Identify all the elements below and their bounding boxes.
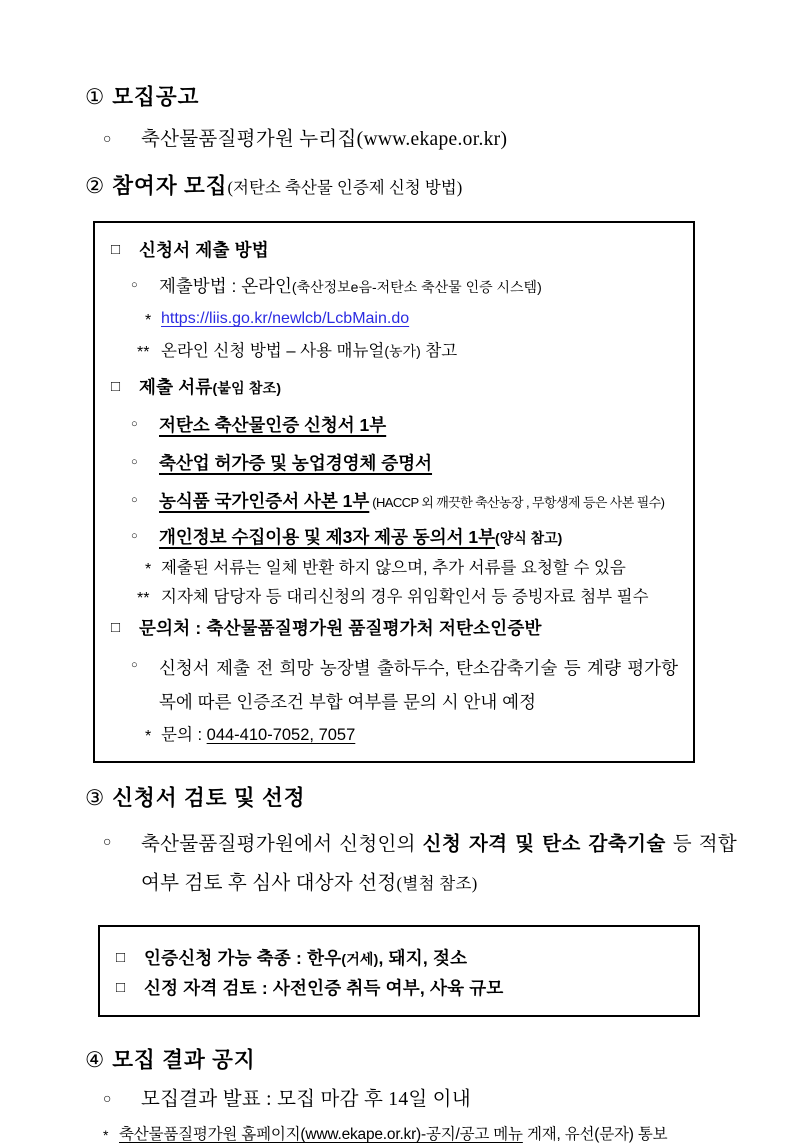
phone-text: 문의 : 044-410-7052, 7057 (161, 725, 356, 744)
section-4-item-text: 모집결과 발표 : 모집 마감 후 14일 이내 (141, 1089, 471, 1111)
document-item-text: 개인정보 수집이용 및 제3자 제공 동의서 1부(양식 참고) (159, 527, 563, 548)
document-item-paren: (양식 참고) (495, 530, 563, 547)
documents-header-text: 제출 서류(붙임 참조) (139, 376, 282, 397)
double-asterisk-icon: ** (137, 590, 150, 608)
square-bullet-icon: □ (111, 241, 121, 259)
asterisk-icon: * (103, 1127, 109, 1144)
manual-note-row (137, 340, 678, 364)
square-bullet-icon: □ (111, 377, 121, 395)
return-note-row (145, 557, 678, 581)
square-bullet-icon: □ (111, 619, 121, 637)
result-footnote-text: 축산물품질평가원 홈페이지(www.ekape.or.kr)-공지/공고 메뉴 게재, 유선(문자) 통보 (119, 1126, 668, 1144)
circled-number-4: ④ (85, 1048, 106, 1073)
circled-number-1: ① (85, 85, 106, 109)
circle-bullet-icon: ○ (103, 131, 112, 147)
circle-bullet-icon: ○ (131, 455, 138, 468)
system-link-row (145, 308, 678, 332)
section-1-item-text: 축산물품질평가원 누리집(www.ekape.or.kr) (141, 128, 508, 150)
document-item-license (131, 451, 678, 475)
documents-header (111, 375, 678, 399)
return-note-text: 제출된 서류는 일체 반환 하지 않으며, 추가 서류를 요청할 수 있음 (161, 559, 626, 578)
section-3-bullet (103, 825, 737, 903)
manual-note-text: 온라인 신청 방법 – 사용 매뉴얼(농가) 참고 (161, 342, 458, 361)
manual-note-paren: (농가) (384, 343, 421, 360)
circled-number-2: ② (85, 174, 106, 199)
asterisk-icon: * (145, 561, 152, 579)
document-item-text: 축산업 허가증 및 농업경영체 증명서 (159, 452, 433, 473)
section-3-title: 신청서 검토 및 선정 (112, 785, 306, 810)
contact-header (111, 616, 678, 640)
asterisk-icon: * (145, 727, 152, 745)
submit-method-text: 제출방법 : 온라인(축산정보e음-저탄소 축산물 인증 시스템) (159, 276, 542, 297)
proxy-note-row (137, 586, 678, 610)
document-item-application (131, 413, 678, 437)
section-3-item-text: 축산물품질평가원에서 신청인의 신청 자격 및 탄소 감축기술 등 적합 여부 검토 후 심사 대상자 선정(별첨 참조) (141, 832, 737, 894)
circle-bullet-icon: ○ (103, 834, 112, 850)
section-1-bullet (103, 125, 737, 154)
circled-number-3: ③ (85, 785, 106, 810)
section-2-subtitle: (저탄소 축산물 인증제 신청 방법) (227, 178, 463, 198)
section-1-title: 모집공고 (112, 85, 200, 109)
section-3-heading (85, 785, 737, 813)
submit-method-paren: (축산정보e음-저탄소 축산물 인증 시스템) (291, 279, 542, 296)
asterisk-icon: * (145, 312, 152, 330)
proxy-note-text: 지자체 담당자 등 대리신청의 경우 위임확인서 등 증빙자료 첨부 필수 (161, 588, 649, 607)
phone-row (145, 724, 678, 748)
section-2-heading (85, 173, 737, 201)
double-asterisk-icon: ** (137, 344, 150, 362)
circle-bullet-icon: ○ (131, 530, 138, 543)
square-bullet-icon: □ (116, 948, 126, 966)
species-text: 인증신청 가능 축종 : 한우(거세), 돼지, 젖소 (144, 947, 468, 968)
species-row (116, 946, 683, 970)
section-1-heading (85, 84, 737, 112)
document-item-text: 농식품 국가인증서 사본 1부 (HACCP 외 깨끗한 축산농장 , 무항생제 등은 사본 필수) (159, 490, 665, 511)
document-item-text: 저탄소 축산물인증 신청서 1부 (159, 414, 387, 435)
circle-bullet-icon: ○ (131, 658, 138, 671)
submit-method-header (111, 238, 678, 262)
section-2-title: 참여자 모집 (112, 174, 228, 199)
qualification-text: 신정 자격 검토 : 사전인증 취득 여부, 사육 규모 (144, 977, 504, 998)
circle-bullet-icon: ○ (131, 417, 138, 430)
section-4-bullet (103, 1085, 737, 1114)
circle-bullet-icon: ○ (131, 493, 138, 506)
documents-header-paren: (붙임 참조) (212, 379, 282, 396)
emphasis-text: 신청 자격 및 탄소 감축기술 (422, 832, 666, 855)
contact-header-text: 문의처 : 축산물품질평가원 품질평가처 저탄소인증반 (139, 618, 542, 639)
phone-number: 044-410-7052, 7057 (206, 725, 356, 744)
document-item-paren: (HACCP 외 깨끗한 축산농장 , 무항생제 등은 사본 필수) (369, 494, 665, 510)
eligibility-box (98, 925, 700, 1017)
square-bullet-icon: □ (116, 978, 126, 996)
qualification-row (116, 976, 683, 1000)
result-footnote (103, 1124, 737, 1146)
section-4-heading (85, 1047, 737, 1075)
document-item-privacy (131, 525, 678, 549)
pre-inquiry-text: 신청서 제출 전 희망 농장별 출하두수, 탄소감축기술 등 계량 평가항목에 따른 인증조건 부합 여부를 문의 시 안내 예정 (159, 657, 678, 712)
section-4-title: 모집 결과 공지 (112, 1048, 256, 1073)
circle-bullet-icon: ○ (103, 1092, 112, 1108)
lcb-system-link[interactable]: https://liis.go.kr/newlcb/LcbMain.do (161, 310, 410, 328)
footnote-underlined: 축산물품질평가원 홈페이지(www.ekape.or.kr)-공지/공고 메뉴 (119, 1126, 523, 1144)
document-item-certificate (131, 489, 678, 513)
pre-inquiry-item (131, 651, 678, 719)
circle-bullet-icon: ○ (131, 279, 138, 292)
submit-method-item (131, 274, 678, 298)
attachment-ref: (별첨 참조) (396, 873, 478, 893)
submit-method-header-text: 신청서 제출 방법 (139, 240, 269, 261)
species-paren: (거세) (341, 950, 379, 967)
application-method-box (93, 221, 695, 763)
